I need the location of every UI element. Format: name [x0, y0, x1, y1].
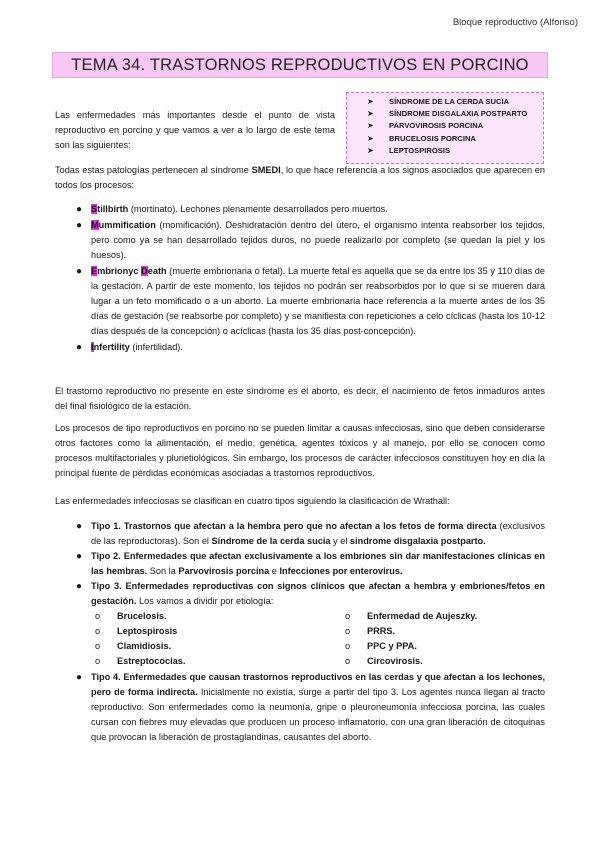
smedi-initial: S	[91, 204, 98, 214]
tipo-heading: Tipo 3. Enfermedades reproductivas con signos clínicos que afectan a hembra y embriones/fetos en gestación.	[91, 581, 545, 606]
circle-bullet-icon: o	[345, 641, 351, 651]
tipo-heading: Tipo 2. Enfermedades que afectan exclusivamente a los embriones sin dar manifestaciones clínicas en las hembras.	[91, 551, 545, 576]
disease-summary-box	[346, 92, 544, 164]
sub-item-label: Circovirosis.	[367, 656, 423, 666]
summary-item	[367, 96, 543, 108]
clasificacion-paragraph: Las enfermedades infecciosas se clasifican en cuatro tipos siguiendo la clasificación de Wrathall:	[55, 496, 450, 506]
arrow-icon: ➤	[367, 97, 374, 106]
smedi-list	[55, 202, 545, 356]
circle-bullet-icon: o	[95, 641, 101, 651]
sub-item	[345, 609, 545, 624]
circle-bullet-icon: o	[95, 626, 101, 636]
tipo-text: (exclusivos de las reproductoras). Son el	[91, 521, 545, 546]
tipo-text: y el	[330, 536, 350, 546]
circle-bullet-icon: o	[95, 656, 101, 666]
sub-item-label: PRRS.	[367, 626, 396, 636]
summary-item	[367, 120, 543, 132]
bullet-icon: ●	[76, 672, 83, 683]
sub-item	[95, 654, 345, 669]
arrow-icon: ➤	[367, 121, 374, 131]
smedi-term: SMEDI	[251, 165, 281, 175]
list-item-tipo-4	[55, 670, 545, 745]
summary-item-label: LEPTOSPIROSIS	[389, 145, 451, 155]
summary-item-label: PARVOVIROSIS PORCINA	[389, 121, 484, 131]
tipo-term: Síndrome de la cerda sucia	[211, 536, 331, 546]
smedi-desc: (momificación). Deshidratación dentro del útero, el organismo intenta reabsorber los tejidos, pero como ya se han desarrollado tejidos duros, no puede realizarlo por completo (se quedan la piel y los huesos).	[91, 220, 545, 260]
sub-item	[95, 639, 345, 654]
page-title: TEMA 34. TRASTORNOS REPRODUCTIVOS EN PORCINO	[52, 52, 548, 78]
smedi-term-rest: tillbirth	[97, 204, 129, 214]
tipo-text: Los vamos a dividir por etiología:	[136, 596, 274, 606]
tipo-text: Son la	[147, 566, 179, 576]
intro-paragraph: Las enfermedades más importantes desde el punto de vista reproductivo en porcino y que vamos a ver a lo largo de este tema son las siguientes:	[55, 110, 335, 150]
sub-item-label: Clamidiosis.	[117, 641, 172, 651]
smedi-desc: (mortinato). Lechones plenamente desarrollados pero muertos.	[128, 204, 388, 214]
summary-item	[367, 108, 543, 120]
list-item-tipo-1	[55, 519, 545, 549]
header-subject: Bloque reproductivo (Alfonso)	[452, 17, 578, 28]
arrow-icon: ➤	[367, 133, 374, 143]
smedi-intro-text-after: , lo que hace referencia a los signos asociados que aparecen en todos los procesos:	[55, 165, 545, 190]
smedi-term-rest: mbrionyc	[97, 266, 142, 276]
sub-item-label: Estreptococias.	[117, 656, 186, 666]
summary-item	[367, 133, 543, 145]
tipo-term: Parvovirosis porcina	[178, 566, 270, 576]
list-item-tipo-2	[55, 549, 545, 579]
smedi-initial: E	[91, 266, 98, 276]
smedi-desc: (muerte embrionaria o fetal). La muerte fetal es aquella que se da entre los 35 y 110 días de la gestación. A partir de este momento, los tejidos no podrán ser reabsorbidos por lo que si se mueren dará lugar a un feto momificado o a un aborto. La muerte embrionaria hace referencia a la muerte antes de los 35 días de gestación (se reabsorbe por completo) y se manifiesta con repeticiones a celo cíclicas (hasta los 10-12 días después de la concepción) o acíclicas (hasta los 35 días post-concepción).	[91, 266, 546, 336]
arrow-icon: ➤	[367, 145, 374, 155]
tipo-term: Infecciones por enterovirus.	[279, 566, 403, 576]
sub-item-label: PPC y PPA.	[367, 641, 417, 651]
sub-item	[345, 639, 545, 654]
smedi-intro-text: Todas estas patologías pertenecen al síndrome	[55, 165, 252, 175]
procesos-paragraph: Los procesos de tipo reproductivos en porcino no se pueden limitar a causas infecciosas, sino que deben considerarse otros factores como la alimentación, el medio, genética, agentes tóxicos y al manejo, por ello se conocen como procesos multifactoriales y plurietiológicos. Sin embargo, los procesos de carácter infecciosos constituyen hoy en día la principal fuente de pérdidas económicas asociadas a trastornos reproductivos.	[55, 423, 545, 478]
sub-item	[95, 609, 345, 624]
smedi-term-rest: eath	[147, 266, 167, 276]
smedi-term-rest: nfertility	[93, 342, 130, 352]
tipo-list	[55, 519, 545, 745]
list-item	[55, 218, 545, 263]
arrow-icon: ➤	[367, 109, 374, 119]
bullet-icon: ●	[76, 204, 83, 215]
smedi-intro-paragraph	[55, 163, 545, 193]
etiologia-grid	[95, 609, 545, 669]
smedi-initial: I	[91, 342, 94, 352]
bullet-icon: ●	[76, 220, 83, 231]
summary-item-label: SÍNDROME DISGALAXIA POSTPARTO	[389, 109, 528, 119]
circle-bullet-icon: o	[345, 626, 351, 636]
sub-item-label: Leptospirosis	[117, 626, 178, 636]
sub-item-label: Brucelosis.	[117, 611, 167, 621]
aborto-paragraph: El trastorno reproductivo no presente en este síndrome es el aborto, es decir, el nacimiento de fetos inmaduros antes del final fisiológico de la estación.	[55, 386, 545, 411]
list-item	[55, 202, 545, 217]
smedi-term-rest: ummification	[98, 220, 156, 230]
list-item	[55, 264, 545, 339]
bullet-icon: ●	[76, 266, 83, 277]
summary-item-label: BRUCELOSIS PORCINA	[389, 133, 476, 143]
sub-item-label: Enfermedad de Aujeszky.	[367, 611, 478, 621]
tipo-text: Inicialmente no existía, surge a partir del tipo 3. Los agentes nunca llegan al tracto reproductivo. Son enfermedades como la neumonía, gripe o pleuroneumonía infecciosa porcina, las cuales cursan con fiebres muy elevadas que producen un proceso inflamatorio, con una gran liberación de citoquinas que provocan la liberación de prostaglandinas, causantes del aborto.	[91, 687, 545, 742]
tipo-text: e	[269, 566, 280, 576]
bullet-icon: ●	[76, 521, 83, 532]
list-item-tipo-3	[55, 579, 545, 669]
tipo-term: síndrome disgalaxia postparto.	[349, 536, 486, 546]
smedi-initial: D	[141, 266, 148, 276]
circle-bullet-icon: o	[95, 611, 101, 621]
bullet-icon: ●	[76, 581, 83, 592]
sub-item	[345, 624, 545, 639]
bullet-icon: ●	[76, 342, 83, 353]
summary-item	[367, 145, 543, 157]
circle-bullet-icon: o	[345, 611, 351, 621]
sub-item	[95, 624, 345, 639]
bullet-icon: ●	[76, 551, 83, 562]
sub-item	[345, 654, 545, 669]
tipo-heading: Tipo 1. Trastornos que afectan a la hembra pero que no afectan a los fetos de forma directa	[91, 521, 497, 531]
smedi-initial: M	[91, 220, 99, 230]
summary-item-label: SÍNDROME DE LA CERDA SUCIA	[389, 97, 510, 106]
smedi-desc: (infertilidad).	[129, 342, 183, 352]
circle-bullet-icon: o	[345, 656, 351, 666]
list-item	[55, 340, 545, 355]
tipo-heading: Tipo 4. Enfermedades que causan trastornos reproductivos en las cerdas y que afectan a los lechones, pero de forma indirecta.	[91, 672, 545, 697]
